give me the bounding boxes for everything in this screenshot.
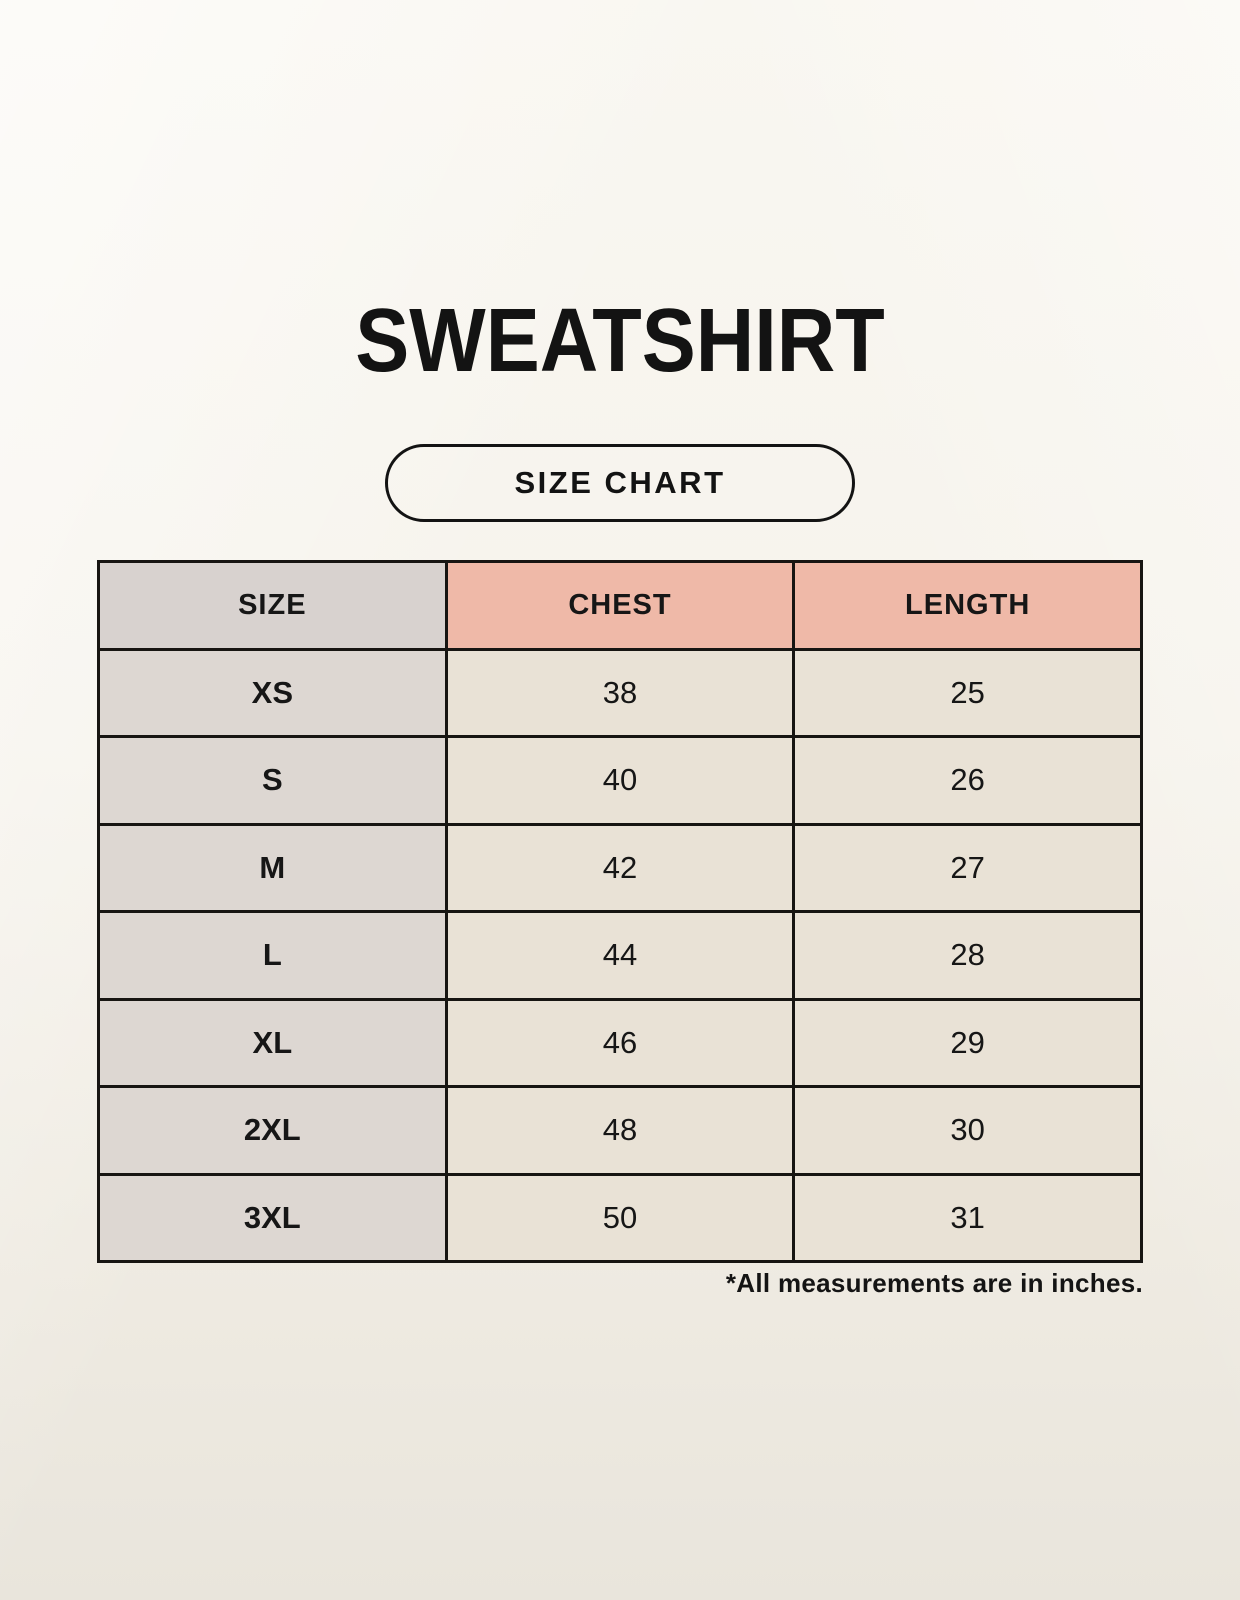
length-cell: 31 bbox=[794, 1174, 1142, 1262]
length-cell: 28 bbox=[794, 912, 1142, 1000]
length-cell: 29 bbox=[794, 999, 1142, 1087]
chest-cell: 48 bbox=[446, 1087, 794, 1175]
table-row bbox=[99, 999, 1142, 1087]
size-cell: 3XL bbox=[99, 1174, 447, 1262]
page-title: SWEATSHIRT bbox=[355, 291, 885, 391]
size-chart-badge-label: SIZE CHART bbox=[514, 465, 726, 500]
table-row bbox=[99, 649, 1142, 737]
size-cell: XS bbox=[99, 649, 447, 737]
table-row bbox=[99, 912, 1142, 1000]
size-cell: M bbox=[99, 824, 447, 912]
length-cell: 30 bbox=[794, 1087, 1142, 1175]
length-cell: 26 bbox=[794, 737, 1142, 825]
size-cell: 2XL bbox=[99, 1087, 447, 1175]
size-chart-table bbox=[97, 560, 1143, 1263]
table-row bbox=[99, 1087, 1142, 1175]
chest-cell: 46 bbox=[446, 999, 794, 1087]
chest-cell: 40 bbox=[446, 737, 794, 825]
size-cell: L bbox=[99, 912, 447, 1000]
table-row bbox=[99, 824, 1142, 912]
measurement-footnote: *All measurements are in inches. bbox=[725, 1268, 1143, 1298]
table-row bbox=[99, 737, 1142, 825]
column-header-size: SIZE bbox=[99, 562, 447, 650]
table-row bbox=[99, 1174, 1142, 1262]
size-chart-table-header bbox=[99, 562, 1142, 650]
length-cell: 27 bbox=[794, 824, 1142, 912]
length-cell: 25 bbox=[794, 649, 1142, 737]
chest-cell: 44 bbox=[446, 912, 794, 1000]
size-cell: S bbox=[99, 737, 447, 825]
column-header-length: LENGTH bbox=[794, 562, 1142, 650]
column-header-chest: CHEST bbox=[446, 562, 794, 650]
chest-cell: 38 bbox=[446, 649, 794, 737]
size-chart-table-body bbox=[99, 649, 1142, 1262]
size-cell: XL bbox=[99, 999, 447, 1087]
chest-cell: 42 bbox=[446, 824, 794, 912]
size-chart-badge bbox=[385, 444, 855, 522]
chest-cell: 50 bbox=[446, 1174, 794, 1262]
header-row bbox=[99, 562, 1142, 650]
